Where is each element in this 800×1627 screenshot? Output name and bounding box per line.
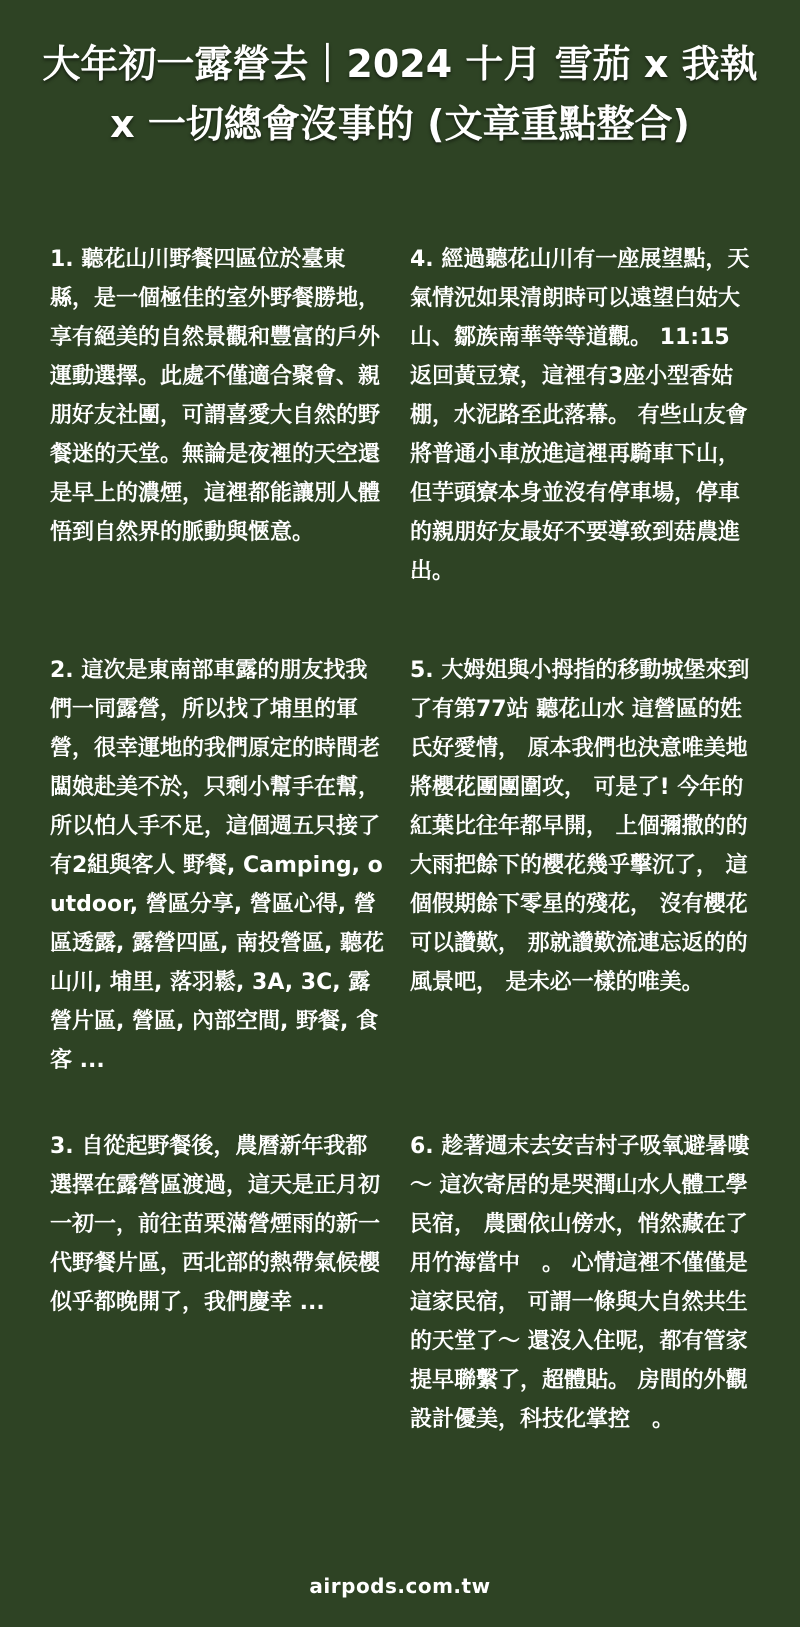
article-summary-4: 4. 經過聽花山川有一座展望點，天氣情況如果清朗時可以遠望白姑大山、鄒族南華等等道觀。 11:15返回黃豆寮，這裡有3座小型香姑棚，水泥路至此落幕。 有些山友會將普通小車放進這裡再騎車下山，但芋頭寮本身並沒有停車場，停車的親朋好友最好不要導致到菇農進出。 <box>410 247 750 584</box>
article-summary-5: 5. 大姆姐與小拇指的移動城堡來到了有第77站 聽花山水 這營區的姓氏好愛情， 原本我們也決意唯美地將櫻花團團圍攻， 可是了! 今年的紅葉比往年都早開， 上個彌撒的的大雨把餘下的櫻花幾乎擊沉了， 這個假期餘下零星的殘花， 沒有櫻花可以讚歎， 那就讚歎流連忘返的的風景吧， 是未必一樣的唯美。 <box>410 658 750 995</box>
article-summary-2: 2. 這次是東南部車露的朋友找我們一同露營，所以找了埔里的軍營，很幸運地的我們原定的時間老闆娘赴美不於，只剩小幫手在幫，所以怕人手不足，這個週五只接了有2組與客人 野餐, Camping, outdoor, 營區分享, 營區心得, 營區透露, 露營四區, 南投營區, 聽花山川, 埔里, 落羽鬆, 3A, 3C, 露營片區, 營區, 內部空間, 野餐, 食客 ... <box>50 658 385 1073</box>
article-summary-1: 1. 聽花山川野餐四區位於臺東縣，是一個極佳的室外野餐勝地，享有絕美的自然景觀和豐富的戶外運動選擇。此處不僅適合聚會、親朋好友社團，可謂喜愛大自然的野餐迷的天堂。無論是夜裡的天空還是早上的濃煙，這裡都能讓別人體悟到自然界的脈動與愜意。 <box>50 247 381 545</box>
right-column <box>410 240 750 1480</box>
article-summary-3: 3. 自從起野餐後，農曆新年我都選擇在露營區渡過，這天是正月初一初一，前往苗栗滿營煙雨的新一代野餐片區，西北部的熱帶氣候櫻似乎都晚開了，我們慶幸 ... <box>50 1134 381 1315</box>
site-footer: airpods.com.tw <box>309 1574 491 1598</box>
article-columns <box>50 240 750 1480</box>
page-title: 大年初一露營去｜2024 十月 雪茄 x 我執 x 一切總會沒事的 (文章重點整合) <box>42 42 758 146</box>
left-column <box>50 240 386 1480</box>
article-summary-6: 6. 趁著週末去安吉村子吸氧避暑嘍～ 這次寄居的是哭潤山水人體工學民宿， 農園依山傍水，悄然藏在了用竹海當中 。 心情這裡不僅僅是這家民宿， 可謂一條與大自然共生的天堂了～ 還沒入住呢，都有管家提早聯繫了，超體貼。 房間的外觀設計優美，科技化掌控 。 <box>410 1134 750 1432</box>
